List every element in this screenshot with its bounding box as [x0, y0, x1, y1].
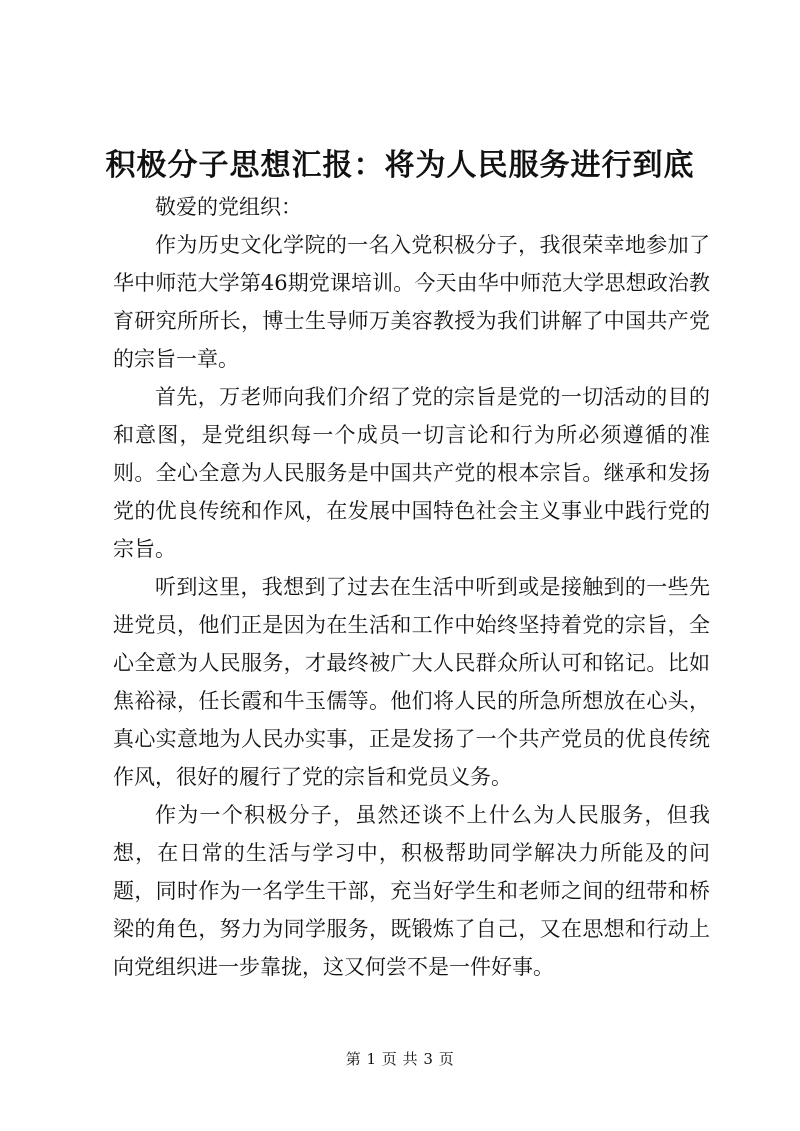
paragraph: 听到这里，我想到了过去在生活中听到或是接触到的一些先进党员，他们正是因为在生活和工作中始终坚持着党的宗旨，全心全意为人民服务，才最终被广大人民群众所认可和铭记。比如焦裕禄，任长霞和牛玉儒等。他们将人民的所急所想放在心头，真心实意地为人民办实事，正是发扬了一个共产党员的优良传统作风，很好的履行了党的宗旨和党员义务。: [113, 575, 710, 789]
document-body: [113, 188, 710, 986]
page-number-footer: 第 1 页 共 3 页: [345, 1050, 455, 1068]
salutation: 敬爱的党组织：: [155, 195, 302, 219]
paragraph: 作为历史文化学院的一名入党积极分子，我很荣幸地参加了华中师范大学第46期党课培训。今天由华中师范大学思想政治教育研究所所长，博士生导师万美容教授为我们讲解了中国共产党的宗旨一章。: [113, 233, 710, 371]
paragraph: 作为一个积极分子，虽然还谈不上什么为人民服务，但我想，在日常的生活与学习中，积极帮助同学解决力所能及的问题，同时作为一名学生干部，充当好学生和老师之间的纽带和桥梁的角色，努力为同学服务，既锻炼了自己，又在思想和行动上向党组织进一步靠拢，这又何尝不是一件好事。: [113, 803, 710, 979]
document-title: 积极分子思想汇报：将为人民服务进行到底: [105, 148, 695, 183]
paragraph: 首先，万老师向我们介绍了党的宗旨是党的一切活动的目的和意图，是党组织每一个成员一切言论和行为所必须遵循的准则。全心全意为人民服务是中国共产党的根本宗旨。继承和发扬党的优良传统和作风，在发展中国特色社会主义事业中践行党的宗旨。: [113, 385, 710, 561]
